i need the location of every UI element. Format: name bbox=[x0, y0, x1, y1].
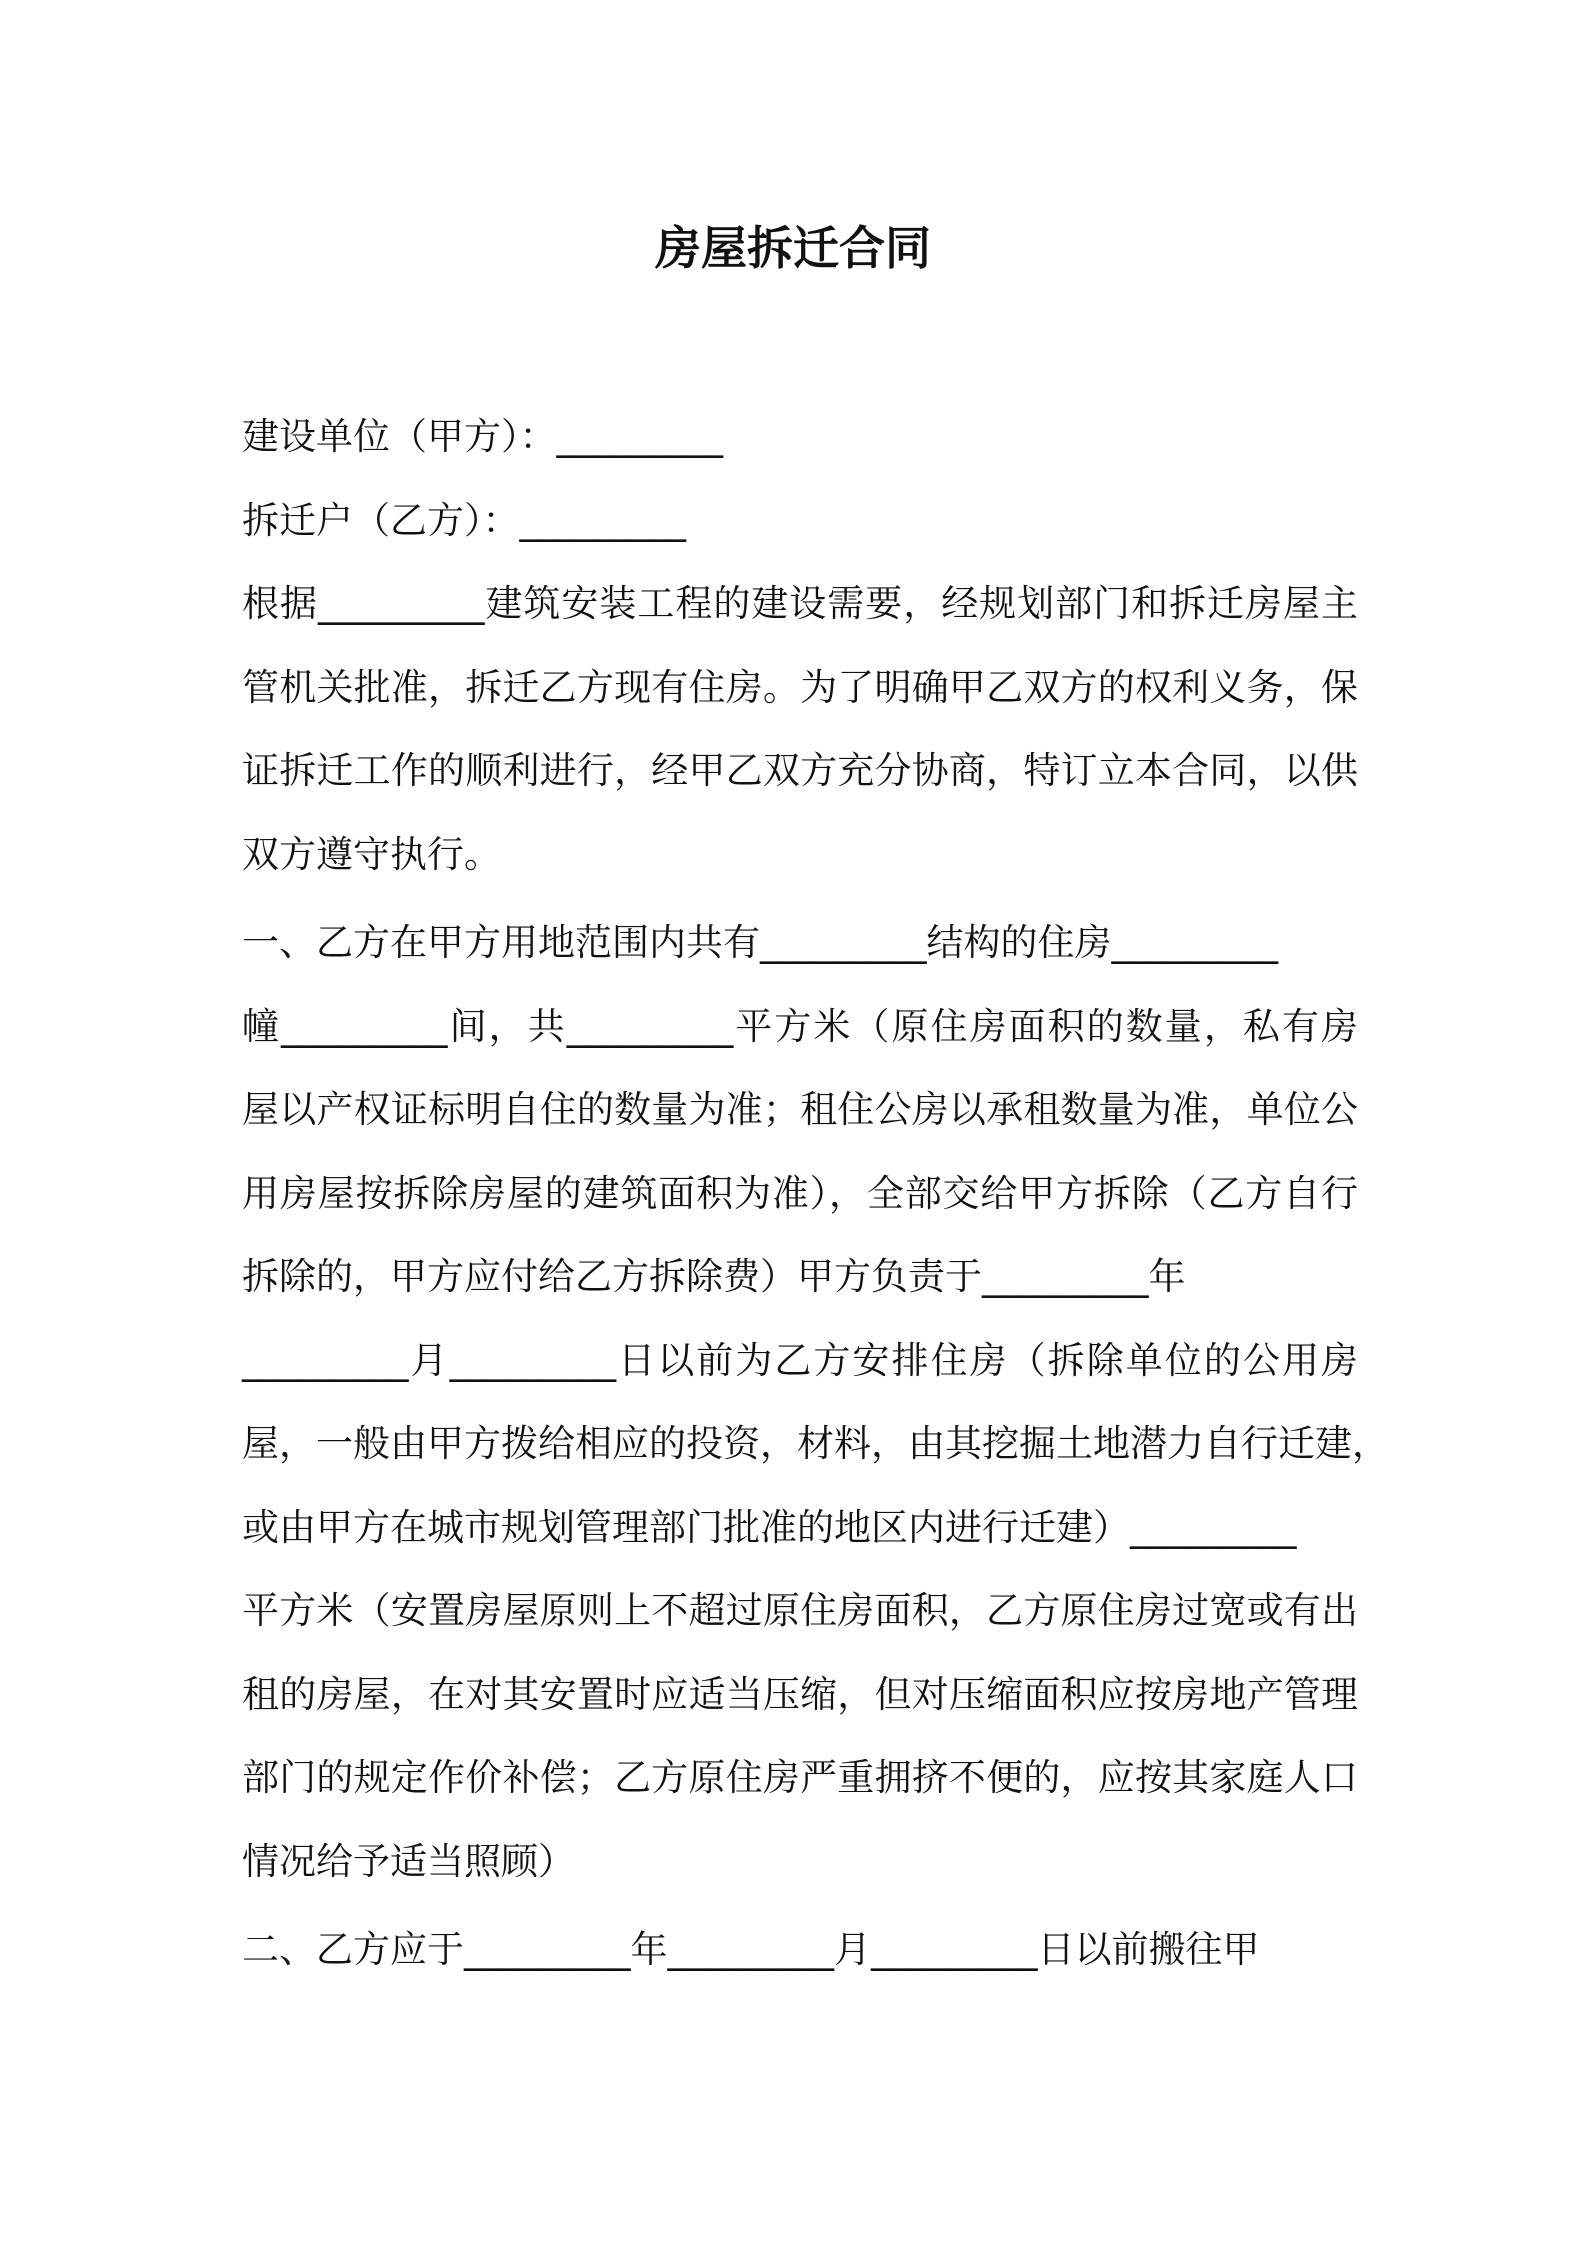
clause-1-line: 屋，一般由甲方拨给相应的投资，材料，由其挖掘土地潜力自行迁建， bbox=[242, 1422, 1389, 1465]
preamble-line: 根据_________建筑安装工程的建设需要，经规划部门和拆迁房屋主 bbox=[242, 582, 1358, 625]
clause-1-line: 一、乙方在甲方用地范围内共有_________结构的住房_________ bbox=[242, 921, 1278, 964]
clause-1-line: 用房屋按拆除房屋的建筑面积为准），全部交给甲方拆除（乙方自行 bbox=[242, 1171, 1358, 1215]
preamble-paragraph bbox=[242, 562, 1358, 896]
preamble-line: 证拆迁工作的顺利进行，经甲乙双方充分协商，特订立本合同，以供 bbox=[242, 749, 1358, 792]
clause-1-line: 租的房屋，在对其安置时应适当压缩，但对压缩面积应按房地产管理 bbox=[242, 1672, 1358, 1716]
party-a-line: 建设单位（甲方）：_________ bbox=[242, 415, 723, 458]
clause-1-line: 部门的规定作价补偿；乙方原住房严重拥挤不便的，应按其家庭人口 bbox=[242, 1756, 1358, 1799]
contract-title: 房屋拆迁合同 bbox=[655, 221, 931, 275]
clause-1-line: 幢_________间，共_________平方米（原住房面积的数量，私有房 bbox=[242, 1004, 1358, 1048]
clause-1-line: 屋以产权证标明自住的数量为准；租住公房以承租数量为准，单位公 bbox=[242, 1088, 1358, 1131]
preamble-line: 双方遵守执行。 bbox=[242, 832, 501, 876]
clause-2-paragraph bbox=[242, 1908, 1358, 1992]
clause-2-line: 二、乙方应于_________年_________月_________日以前搬往甲 bbox=[242, 1928, 1260, 1971]
clause-1-paragraph bbox=[242, 901, 1389, 1903]
clause-1-line: _________月_________日以前为乙方安排住房（拆除单位的公用房 bbox=[242, 1338, 1358, 1382]
party-b-line: 拆迁户（乙方）：_________ bbox=[242, 498, 686, 542]
preamble-line: 管机关批准，拆迁乙方现有住房。为了明确甲乙双方的权利义务，保 bbox=[242, 665, 1358, 709]
contract-body bbox=[242, 395, 1389, 1992]
clause-1-line: 情况给予适当照顾） bbox=[242, 1839, 575, 1883]
clause-1-line: 平方米（安置房屋原则上不超过原住房面积，乙方原住房过宽或有出 bbox=[242, 1589, 1358, 1632]
clause-1-line: 拆除的，甲方应付给乙方拆除费）甲方负责于_________年 bbox=[242, 1255, 1186, 1298]
clause-1-line: 或由甲方在城市规划管理部门批准的地区内进行迁建）_________ bbox=[242, 1505, 1297, 1549]
